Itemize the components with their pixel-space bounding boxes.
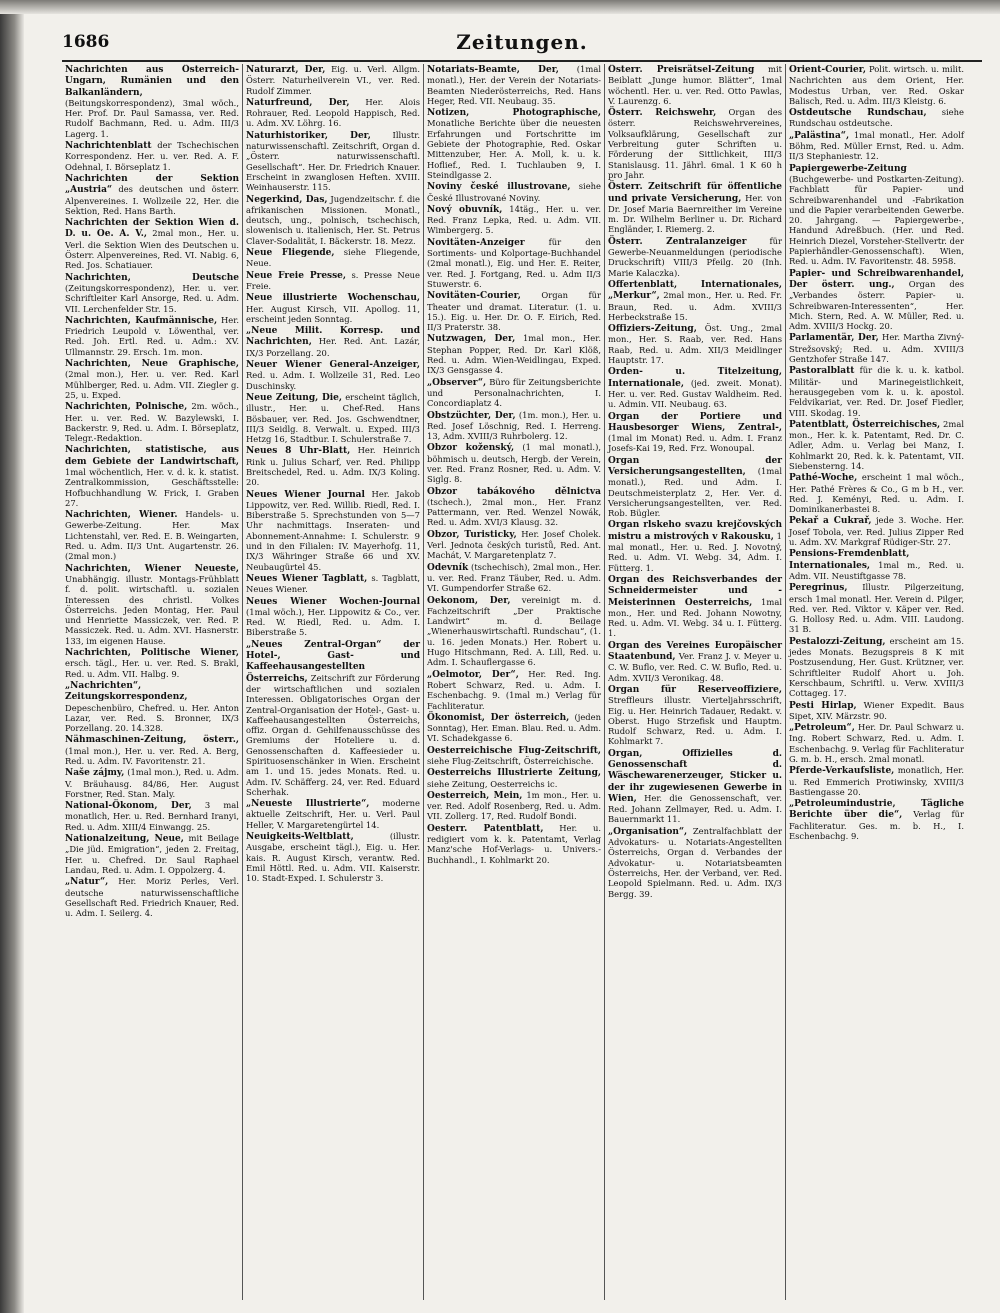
entry-text: (1mal monatl.), Her. der Verein der Notariats-Beamten Niederösterreichs, Red. Hans Heger, Red. VII. Neubaug. 35. xyxy=(427,64,602,106)
directory-entry xyxy=(65,444,239,508)
entry-heading: Nachrichten, Neue Graphische, xyxy=(65,359,239,370)
directory-entry xyxy=(608,411,782,454)
entry-text: Illustr. Pilgerzeitung, ersch 1mal monatl. Her. Verein d. Pilger, Red. ver. Red. Viktor v. Käper ver. Red. G. Hollosy Red. u. Adm. VIII. Laudong. 31 B. xyxy=(789,582,964,635)
entry-text: Wiener Expedit. Baus Sipet, XIV. Märzstr. 90. xyxy=(789,699,964,721)
entry-text: erscheint 1 mal wöch., Her. Pathé Frères & Co., G m b H., ver. Red. J. Keményi, Red. u. Adm. I. Dominikanerbastei 8. xyxy=(789,472,964,515)
directory-entry xyxy=(246,194,420,246)
entry-text: Jugendzeitschr. f. die afrikanischen Missionen. Monatl., deutsch, ung., polnisch, tschechisch, slowenisch u. italienisch, Her. St. Petrus Claver-Sodalität, I. Bäckerstr. 18. Mezz. xyxy=(246,193,420,246)
directory-entry xyxy=(789,472,964,514)
directory-entry xyxy=(427,562,601,594)
entry-text: 1mal mon., Her. Stephan Popper, Red. Dr. Karl Klöß, Red. u. Adm. Wien-Weidlingau, Exped. IX/3 Gensgasse 4. xyxy=(427,333,602,376)
directory-entry xyxy=(246,573,420,595)
directory-column xyxy=(786,64,967,1300)
entry-heading: „Natur“, xyxy=(65,877,109,888)
entry-heading: Obzor, Turisticky, xyxy=(427,529,517,540)
directory-entry xyxy=(789,515,964,547)
entry-heading: Organ der Versicherungsangestellten, xyxy=(608,455,782,477)
entry-heading: National-Ökonom, Der, xyxy=(65,801,192,812)
directory-entry xyxy=(65,563,239,646)
entry-heading: Organ rlskeho svazu krejčovských mistru a mistrových v Rakousku, xyxy=(608,520,782,542)
entry-text: Depeschenbüro, Chefred. u. Her. Anton Lazar, ver. Red. S. Bronner, IX/3 Porzellang. 20. 14.328. xyxy=(65,702,239,734)
entry-heading: Pferde-Verkaufsliste, xyxy=(789,766,895,777)
directory-entry xyxy=(246,325,420,358)
entry-heading: Parlamentär, Der, xyxy=(789,333,879,344)
directory-entry xyxy=(789,64,964,106)
entry-heading: Organ der Portiere und Hausbesorger Wiens, Zentral-, xyxy=(608,411,782,433)
directory-entry xyxy=(246,359,420,391)
entry-text: 2mal mon., Her. u. Red. Fr. Braun, Red. u. Adm. XVIII/3 Herbeckstraße 15. xyxy=(608,290,782,322)
header-rule xyxy=(62,60,982,62)
entry-heading: Neues Wiener Journal xyxy=(246,489,365,500)
directory-entry xyxy=(427,529,601,561)
entry-heading: Organ des Vereines Europäischer Staatenbund, xyxy=(608,640,782,663)
entry-text: Her. Friedrich Leupold v. Löwenthal, ver. Red. Joh. Ertl. Red. u. Adm.: XV. Ullmannstr. 29. Ersch. 1m. mon. xyxy=(65,314,240,357)
entry-heading: Obzor koženský, xyxy=(427,443,515,454)
directory-entry xyxy=(246,247,420,269)
entry-heading: Pekař a Cukrař, xyxy=(789,516,872,527)
directory-entry xyxy=(246,831,420,883)
entry-heading: Oesterreich, Mein, xyxy=(427,790,523,801)
directory-entry xyxy=(427,745,601,767)
directory-entry xyxy=(65,173,239,216)
entry-heading: Ökonomist, Der österreich, xyxy=(427,712,570,723)
entry-heading: Neues 8 Uhr-Blatt, xyxy=(246,446,351,457)
entry-text: 2mal mon., Her. k. k. Patentamt, Red. Dr. C. Adler, Adm. u. Verlag bei Manz, I. Kohlmarkt 20, Red. k. k. Patentamt, VII. Siebensterng. 14. xyxy=(789,418,964,471)
entry-text: monatlich, Her. u. Red Emmerich Protiwinsky, XVIII/3 Bastiengasse 20. xyxy=(789,765,964,797)
directory-column xyxy=(62,64,243,1300)
entry-heading: Naturfreund, Der, xyxy=(246,97,350,108)
entry-heading: Neues Wiener Tagblatt, xyxy=(246,573,368,584)
directory-entry xyxy=(427,333,601,375)
entry-heading: Nachrichten der Sektion Wien d. D. u. Oe. A. V., xyxy=(65,218,239,240)
entry-heading: Nachrichten, statistische, aus dem Gebiete der Landwirtschaft, xyxy=(65,445,239,467)
entry-text: (1mal mon.), Her. u. ver. Red. A. Berg, Red. u. Adm. IV. Favoritenstr. 21. xyxy=(65,745,239,766)
directory-entry xyxy=(246,292,420,324)
directory-entry xyxy=(608,107,782,180)
directory-entry xyxy=(65,64,239,139)
directory-entry xyxy=(608,574,782,639)
entry-heading: Oesterreichische Flug-Zeitschrift, xyxy=(427,745,601,756)
directory-entry xyxy=(608,181,782,234)
entry-heading: Ostdeutsche Rundschau, xyxy=(789,108,927,119)
entry-text: Unabhängig. illustr. Montags-Frühblatt f. d. polit. wirtschaftl. u. sozialen Interessen des christl. Volkes Österreichs. Jeden Montag, Her. Paul und Henriette Massiczek, ver. Red. P. Massiczek. Red. u. Adm. XVI. Hasnerstr. 133, im eigenen Hause. xyxy=(65,573,239,646)
entry-text: siehe České Illustrované Noviny. xyxy=(427,181,601,203)
entry-text: Her. Moriz Perles, Verl. deutsche naturwissenschaftliche Gesellschaft Red. Friedrich Knauer, Red. u. Adm. I. Seilerg. 4. xyxy=(65,876,239,919)
entry-text: Zeitschrift zur Förderung der wirtschaftlichen und sozialen Interessen. Obligatorisches Organ der Zentral-Organisation der Hotel-, Gast- u. Kaffeehausangestellten Österreichs, offiz. Organ d. Gehilfenausschüsse des Gremiums der Hoteliere u. d. Genossenschaften d. Kaffeesieder u. Spirituosenschänker in Wien. Erscheint am 1. und 15. jedes Monats. Red. u. Adm. IV. Schäfferg. 24, ver. Red. Eduard Scherhak. xyxy=(246,672,420,797)
entry-text: (jed. zweit. Monat). Her. u. ver. Red. Gustav Waldheim. Red. u. Admin. VII. Neubaug. 63. xyxy=(608,377,782,410)
entry-text: moderne aktuelle Zeitschrift, Her. u. Verl. Paul Heller, V. Margaretengürtel 14. xyxy=(246,798,420,830)
directory-entry xyxy=(246,445,420,487)
directory-entry xyxy=(65,800,239,832)
entry-heading: Österr. Zeitschrift für öffentliche und private Versicherung, xyxy=(608,182,782,204)
entry-text: Her. Red. Ing. Robert Schwarz, Red. u. Adm. I. Eschenbachg. 9. (1mal m.) Verlag für Fachliteratur. xyxy=(427,668,601,711)
directory-entry xyxy=(427,204,601,236)
directory-entry xyxy=(608,236,782,278)
entry-text: 1mal wöchentlich, Her. v. d. k. k. statist. Zentralkommission, Geschäftsstelle: Hofbuchhandlung W. Frick, I. Graben 27. xyxy=(65,466,239,508)
entry-text: Her. August Kirsch, VII. Apollog. 11, erscheint jeden Sonntag. xyxy=(246,303,420,324)
entry-text: Her. u. redigiert vom k. k. Patentamt, Verlag Manz'sche Hof-Verlags- u. Univers.-Buchhandl., I. Kohlmarkt 20. xyxy=(427,822,601,865)
entry-text: Her. von Dr. Josef Maria Baernreither im Vereine m. Dr. Wilhelm Berliner u. Dr. Richard Engländer, I. Riemerg. 2. xyxy=(608,192,782,235)
directory-entry xyxy=(427,823,601,865)
entry-text: vereinigt m. d. Fachzeitschrift „Der Praktische Landwirt“ m. d. Beilage „Wienerhauswirtschaftl. Rundschau“, (1. u. 16. jeden Monats.) Her. Robert u. Hugo Hitschmann, Red. A. Lill, Red. u. Adm. I. Schauflergasse 6. xyxy=(427,594,601,668)
entry-text: Büro für Zeitungsberichte und Personalnachrichten, I. Concordiaplatz 4. xyxy=(427,376,601,409)
directory-column xyxy=(605,64,786,1300)
directory-column xyxy=(424,64,605,1300)
directory-entry xyxy=(427,442,601,484)
entry-heading: Neue Freie Presse, xyxy=(246,270,347,281)
page-number: 1686 xyxy=(62,32,110,52)
entry-heading: Nachrichten, Politische Wiener, xyxy=(65,648,239,659)
directory-entry xyxy=(608,640,782,683)
entry-text: Her. Jakob Lippowitz, ver. Red. Willib. Riedl, Red. I. Biberstraße 5. Sprechstunden von 5—7 Uhr nachmittags. Inseraten- und Abonnement-Annahme: I. Schulerstr. 9 und in den Filialen: IV. Mayerhofg. 11, IX/3 Währinger Straße 66 und XV. Neubaugürtel 45. xyxy=(246,488,420,572)
directory-entry xyxy=(789,798,964,841)
entry-text: 1mal monatl., Her. Adolf Böhm, Red. Müller Ernst, Red. u. Adm. II/3 Stephaniestr. 12. xyxy=(789,129,964,162)
directory-entry xyxy=(789,700,964,722)
entry-text: erscheint täglich, illustr., Her. u. Chef-Red. Hans Bösbauer, ver. Red. Jos. Gschwendtner, III/3 Seidlg. 8. Verwalt. u. Exped. III/3 Hetzg 16, Stadtbur. I. Schulerstraße 7. xyxy=(246,391,420,445)
directory-entry xyxy=(65,734,239,766)
directory-entry xyxy=(427,107,601,180)
directory-entry xyxy=(65,767,239,799)
directory-entry xyxy=(246,798,420,830)
entry-heading: Nový obuvník, xyxy=(427,204,503,215)
directory-entry xyxy=(427,486,601,528)
entry-text: Illustr. naturwissenschaftl. Zeitschrift, Organ d. „Österr. naturwissenschaftl. Gesellschaft“. Her. Dr. Friedrich Knauer. Erscheint in zwanglosen Heften. XVIII. Weinhauserstr. 115. xyxy=(246,129,420,193)
directory-entry xyxy=(246,64,420,96)
entry-text: (1mal im Monat) Red. u. Adm. I. Franz Josefs-Kai 19, Red. Frz. Wonoupal. xyxy=(608,433,782,454)
entry-text: Polit. wirtsch. u. milit. Nachrichten aus dem Orient, Her. Modestus Urban, ver. Red. Oskar Balisch, Red. u. Adm. III/3 Kleistg. 6. xyxy=(789,64,964,106)
entry-heading: Pathé-Woche, xyxy=(789,473,858,484)
page-title: Zeitungen. xyxy=(456,30,588,54)
entry-heading: Papier- und Schreibwarenhandel, Der österr. ung., xyxy=(789,268,964,290)
directory-entry xyxy=(789,765,964,797)
entry-heading: Organ, Offizielles d. Genossenschaft d. Wäschewarenerzeuger, Sticker u. der ihr zugewiesenen Gewerbe in Wien, xyxy=(608,748,782,804)
directory-entry xyxy=(427,767,601,789)
directory-entry xyxy=(608,519,782,572)
directory-entry xyxy=(789,130,964,162)
entry-text: (1mal wöch.), Her. Lippowitz & Co., ver. Red. W. Riedl, Red. u. Adm. I. Biberstraße 5. xyxy=(246,606,420,638)
entry-text: Eig. u. Verl. Allgm. Österr. Naturheilverein VI., ver. Red. Rudolf Zimmer. xyxy=(246,64,421,96)
entry-heading: „Neues Zentral-Organ“ der Hotel-, Gast- und Kaffeehausangestellten Österreichs, xyxy=(246,639,420,684)
entry-text: für die k. u. k. katbol. Militär- und Marinegeistlichkeit, herausgegeben vom k. u. k. apostol. Feldvikariat, ver. Red. Dr. Josef Fiedler, VIII. Skodag. 19. xyxy=(789,365,964,418)
entry-heading: „Oelmotor, Der“, xyxy=(427,669,519,680)
directory-entry xyxy=(427,669,601,711)
entry-text: jede 3. Woche. Her. Josef Tobola, ver. Red. Julius Zipper Red u. Adm. XV. Markgraf Rüdiger-Str. 27. xyxy=(789,515,964,548)
entry-heading: „Petroleum“, xyxy=(789,723,855,734)
entry-heading: Neues Wiener Wochen-Journal xyxy=(246,596,420,607)
entry-text: (1 mal monatl.), böhmisch u. deutsch, Hergb. der Verein, ver. Red. Franz Rosner, Red. u. Adm. V. Siglg. 8. xyxy=(427,442,601,485)
directory-entry xyxy=(608,366,782,409)
entry-text: Her. Heinrich Rink u. Julius Scharf, ver. Red. Philipp Breitschedel, Red. u. Adm. IX/3 Koling. 20. xyxy=(246,445,420,488)
directory-entry xyxy=(246,596,420,638)
entry-heading: Nationalzeitung, Neue, xyxy=(65,834,184,845)
entry-text: Verlag für Fachliteratur. Ges. m. b. H., I. Eschenbachg. 9. xyxy=(789,809,964,842)
entry-heading: Oekonom, Der, xyxy=(427,595,511,606)
entry-text: siehe Zeitung, Oesterreichs ic. xyxy=(427,778,558,789)
entry-heading: Pastoralblatt xyxy=(789,366,855,377)
entry-text: erscheint am 15. jedes Monats. Bezugspreis 8 K mit Postzusendung, Her. Gust. Krützner, ver. Schriftleiter Rudolf Ahort u. Joh. Kerschbaum, Schriftl. u. Verw. XVIII/3 Cottageg. 17. xyxy=(789,635,964,699)
entry-heading: Nachrichten, Deutsche xyxy=(65,272,239,283)
directory-entry xyxy=(427,237,601,289)
entry-text: (1mal mon.), Red. u. Adm. V. Bräuhausg. 84/86, Her. August Forstner, Red. Stan. Maly. xyxy=(65,767,239,799)
entry-heading: Oesterreichs Illustrierte Zeitung, xyxy=(427,768,601,779)
entry-text: Her. Alois Rohrauer, Red. Leopold Happisch, Red. u. Adm. XV. Löhrg. 16. xyxy=(246,96,420,129)
directory-entry xyxy=(427,64,601,106)
entry-text: Organ des „Verbandes österr. Papier- u. Schreibwaren-Interessenten“, Her. Mich. Stern, Red. A. W. Müller, Red. u. Adm. XVIII/3 Hockg. 20. xyxy=(789,278,964,332)
entry-text: (1mal monatl.), Red. und Adm. I. Deutschmeisterplatz 2, Her. Ver. d. Versicherungsangestellten, ver. Red. Rob. Bügler. xyxy=(608,465,782,519)
entry-heading: Obstzüchter, Der, xyxy=(427,410,516,421)
directory-entry xyxy=(65,509,239,561)
entry-heading: Nähmaschinen-Zeitung, österr., xyxy=(65,735,239,746)
directory-entry xyxy=(789,636,964,699)
directory-entry xyxy=(608,279,782,322)
entry-text: (Zeitungskorrespondenz), Her. u. ver. Schriftleiter Karl Ansorge, Red. u. Adm. VII. Lerchenfelder Str. 15. xyxy=(65,282,239,314)
entry-text: s. Presse Neue Freie. xyxy=(246,269,420,291)
page-edge-shadow xyxy=(0,0,24,1313)
entry-heading: Patentblatt, Österreichisches, xyxy=(789,419,941,430)
entry-text: Organ für Theater und dramat. Literatur. (1. u. 15.). Eig. u. Her. Dr. O. F. Eirich, Red. II/3 Praterstr. 38. xyxy=(427,290,601,333)
entry-heading: Neue Zeitung, Die, xyxy=(246,392,343,403)
entry-heading: Notizen, Photographische, xyxy=(427,108,601,119)
directory-entry xyxy=(427,712,601,744)
directory-entry xyxy=(65,217,239,270)
directory-entry xyxy=(246,639,420,797)
entry-heading: Oesterr. Patentblatt, xyxy=(427,823,544,834)
entry-heading: Naturarzt, Der, xyxy=(246,65,326,75)
entry-text: (illustr. Ausgabe, erscheint tägl.), Eig. u. Her. kais. R. August Kirsch, verantw. Red. Emil Höttl. Red. u. Adm. VII. Kaiserstr. 10. Stadt-Exped. I. Schulerstr 3. xyxy=(246,831,420,884)
entry-heading: Nachrichten, Kaufmännische, xyxy=(65,315,218,326)
entry-heading: Papiergewerbe-Zeitung xyxy=(789,163,907,174)
entry-text: Öst. Ung., 2mal mon., Her. S. Raab, ver. Red. Hans Raab, Red. u. Adm. XII/3 Meidlinger Hauptstr. 17. xyxy=(608,323,782,366)
entry-heading: Obzor tabákového dělnictva xyxy=(427,486,601,497)
entry-text: Her. Dr. Paul Schwarz u. Ing. Robert Schwarz, Red. u. Adm. I. Eschenbachg. 9. Verlag für Fachliteratur G. m. b. H., ersch. 2mal monatl. xyxy=(789,722,964,764)
directory-entry xyxy=(246,489,420,572)
directory-entry xyxy=(246,392,420,444)
directory-entry xyxy=(789,419,964,471)
entry-text: Organ des österr. Reichswehrvereines, Volksaufklärung, Gesellschaft zur Verbreitung guter Schriften u. Förderung der Sittlichkeit, III/3 Stanislausg. 11. Jährl. 6mal. 1 K 60 h pro Jahr. xyxy=(608,107,783,180)
entry-text: Monatliche Berichte über die neuesten Erfahrungen und Fortschritte im Gebiete der Photographie, Red. Oskar Mittenzuber, Her. A. Moll, k. u. k. Hoflief., Red. I. Tuchlauben 9, I. Steindlgasse 2. xyxy=(427,118,601,180)
entry-heading: „Neue Milit. Korresp. und Nachrichten, xyxy=(246,326,420,348)
entry-heading: „Palästina“, xyxy=(789,130,850,141)
entry-text: mit Beilage „Die jüd. Emigration“, jeden 2. Freitag, Her. u. Chefred. Dr. Saul Raphael Landau, Red. u. Adm. I. Oppolzerg. 4. xyxy=(65,833,239,875)
entry-heading: Odevník xyxy=(427,562,469,573)
entry-heading: Neuigkeits-Weltblatt, xyxy=(246,832,354,843)
entry-heading: Nachrichten aus Österreich-Ungarn, Rumänien und den Balkanländern, xyxy=(65,65,239,98)
directory-entry xyxy=(427,377,601,409)
directory-entry xyxy=(427,410,601,442)
entry-heading: Peregrinus, xyxy=(789,583,848,594)
entry-heading: „Organisation“, xyxy=(608,826,688,837)
entry-heading: Negerkind, Das, xyxy=(246,194,328,205)
directory-entry xyxy=(608,455,782,519)
entry-text: (tschechisch), 2mal mon., Her. u. ver. Red. Franz Täuber, Red. u. Adm. VI. Gumpendorfer Straße 62. xyxy=(427,561,601,594)
entry-text: Her. Martha Zivný-Strežsovský; Red. u. Adm. XVIII/3 Gentzhofer Straße 147. xyxy=(789,332,964,365)
directory-entry xyxy=(246,270,420,292)
entry-text: (tschech.), 2mal mon., Her. Franz Pattermann, ver. Red. Wenzel Nowák, Red. u. Adm. XVI/3 Klausg. 32. xyxy=(427,496,601,528)
entry-heading: Organ des Reichsverbandes der Schneidermeister und -Meisterinnen Oesterreichs, xyxy=(608,574,782,608)
entry-heading: Naše zájmy, xyxy=(65,768,125,779)
entry-heading: Neue illustrierte Wochenschau, xyxy=(246,293,420,304)
entry-text: 1m mon., Her. u. ver. Red. Adolf Rosenberg, Red. u. Adm. VII. Zollerg. 17, Red. Rudolf Bondi. xyxy=(427,789,601,822)
directory-entry xyxy=(789,548,964,581)
entry-text: s. Tagblatt, Neues Wiener. xyxy=(246,572,420,595)
entry-text: siehe Fliegende, Neue. xyxy=(246,247,420,269)
entry-heading: Nachrichten, Polnische, xyxy=(65,402,188,413)
entry-text: Her. Red. Ant. Lazár, IX/3 Porzellang. 20. xyxy=(246,336,420,358)
directory-entry xyxy=(65,401,239,443)
directory-entry xyxy=(65,272,239,314)
entry-heading: „Nachrichten“, Zeitungskorrespondenz, xyxy=(65,680,188,703)
entry-text: siehe Rundschau ostdeutsche. xyxy=(789,107,964,129)
directory-entry xyxy=(608,748,782,825)
entry-heading: Pesti Hirlap, xyxy=(789,700,857,711)
page-header xyxy=(62,30,982,58)
directory-entry xyxy=(65,680,239,733)
entry-text: Zentralfachblatt der Advokaturs- u. Notariats-Angestellten Österreichs, Organ d. Verbandes der Advokatur- u. Notariatsbeamten Österreichs, Her. der Verband, ver. Red. Leopold Spielmann. Red. u. Adm. IX/3 Bergg. 39. xyxy=(608,825,782,899)
directory-entry xyxy=(427,290,601,332)
directory-columns xyxy=(62,64,984,1300)
entry-heading: Nutzwagen, Der, xyxy=(427,334,516,345)
directory-entry xyxy=(789,107,964,129)
directory-entry xyxy=(65,315,239,357)
directory-entry xyxy=(789,365,964,417)
entry-text: 3 mal monatlich, Her. u. Red. Bernhard Iranyi, Red. u. Adm. XIII/4 Einwangg. 25. xyxy=(65,800,239,832)
directory-entry xyxy=(608,684,782,747)
entry-text: Her. die Genossenschaft, ver. Red. Johann Zellmayer, Red. u. Adm. I. Bauernmarkt 11. xyxy=(608,792,782,825)
directory-entry xyxy=(608,826,782,899)
entry-heading: Pestalozzi-Zeitung, xyxy=(789,636,886,647)
directory-entry xyxy=(789,332,964,364)
directory-entry xyxy=(789,163,964,267)
entry-text: ersch. tägl., Her. u. ver. Red. S. Brakl, Red. u. Adm. VII. Halbg. 9. xyxy=(65,658,239,679)
entry-heading: Orient-Courier, xyxy=(789,65,866,75)
directory-entry xyxy=(65,647,239,679)
entry-text: Ver. Franz J. v. Meyer u. C. W. Buflo, ver. Red. C. W. Buflo, Red. u. Adm. XVII/3 Veronikag. 48. xyxy=(608,651,782,683)
directory-entry xyxy=(427,790,601,822)
entry-heading: Pensions-Fremdenblatt, Internationales, xyxy=(789,549,910,571)
entry-text: Streffleurs illustr. Vierteljahrsschrift, Eig. u. Her. Heinrich Tadauer, Redakt. v. Oberst. Hugo Strzefisk und Hauptm. Rudolf Schwarz, Red. u. Adm. I. Kohlmarkt 7. xyxy=(608,695,782,747)
entry-heading: Neuer Wiener General-Anzeiger, xyxy=(246,360,420,371)
entry-heading: Naturhistoriker, Der, xyxy=(246,130,371,141)
entry-text: Handels- u. Gewerbe-Zeitung. Her. Max Lichtenstahl, ver. Red. E. B. Weingarten, Red. u. Adm. II/3 Unt. Augartenstr. 26. (2mal mon.) xyxy=(65,509,239,562)
entry-heading: Österr. Zentralanzeiger xyxy=(608,236,747,247)
entry-heading: „Petroleumindustrie, Tägliche Berichte über die“, xyxy=(789,799,964,821)
entry-text: Her. Josef Cholek. Verl. Jednota českých turistů, Red. Ant. Machát, V. Margaretenplatz 7. xyxy=(427,528,601,561)
directory-entry xyxy=(65,876,239,918)
entry-text: (1m. mon.), Her. u. Red. Josef Löschnig, Red. I. Herreng. 13, Adm. XVIII/3 Ruhrbolerg. 12. xyxy=(427,409,601,442)
entry-text: der Tschechischen Korrespondenz. Her. u. ver. Red. A. F. Odehnal, I. Börseplatz 1. xyxy=(65,140,239,172)
entry-text: siehe Flug-Zeitschrift, Österreichische. xyxy=(427,756,594,766)
entry-heading: Neue Fliegende, xyxy=(246,248,335,259)
directory-entry xyxy=(789,268,964,332)
entry-heading: Orden- u. Titelzeitung, Internationale, xyxy=(608,367,782,389)
entry-heading: Notariats-Beamte, Der, xyxy=(427,65,559,75)
entry-text: (jeden Sonntag), Her. Eman. Blau. Red. u. Adm. VI. Schadekgasse 6. xyxy=(427,711,601,744)
entry-heading: „Observer“, xyxy=(427,377,487,388)
entry-heading: Noviny české illustrovane, xyxy=(427,182,571,193)
entry-text: 1mal m., Red. u. Adm. VII. Neustiftgasse 78. xyxy=(789,559,964,581)
entry-heading: Offertenblatt, Internationales, „Merkur“, xyxy=(608,279,782,302)
directory-entry xyxy=(608,323,782,365)
entry-text: für Gewerbe-Neuanmeldungen (periodische Druckschrift) VIII/3 Pfeilg. 20 (Inh. Marie Kalaczka). xyxy=(608,235,782,278)
entry-heading: Novitäten-Anzeiger xyxy=(427,237,525,248)
entry-heading: „Neueste Illustrierte“, xyxy=(246,799,370,810)
directory-entry xyxy=(246,97,420,129)
entry-text: (Beitungskorrespondenz), 3mal wöch., Her. Prof. Dr. Paul Samassa, ver. Red. Rudolf Bachmann, Red. u. Adm. III/3 Lagerg. 1. xyxy=(65,97,239,139)
entry-text: Red. u. Adm. I. Wollzeile 31, Red. Leo Duschinsky. xyxy=(246,370,420,391)
entry-heading: Nachrichtenblatt xyxy=(65,141,152,152)
entry-text: des deutschen und österr. Alpenvereines. I. Wollzeile 22, Her. die Sektion, Red. Hans Barth. xyxy=(65,184,239,216)
directory-entry xyxy=(65,140,239,172)
entry-text: für den Sortiments- und Kolportage-Buchhandel (2mal monatl.), Eig. und Her. E. Reiter, ver. Red. J. Fortgang, Red. u. Adm II/3 Stuwerstr. 6. xyxy=(427,236,601,289)
directory-entry xyxy=(427,595,601,668)
directory-entry xyxy=(65,358,239,400)
entry-text: 1 mal monatl., Her. u. Red. J. Novotný, Red. u. Adm. VI. Webg. 34, Adm. I. Fütterg. 1. xyxy=(608,530,782,573)
page-top-shadow xyxy=(0,0,1000,14)
entry-heading: Österr. Preisrätsel-Zeitung xyxy=(608,65,755,75)
directory-entry xyxy=(427,181,601,203)
directory-entry xyxy=(789,582,964,634)
directory-entry xyxy=(608,64,782,106)
entry-text: 1mal mon., Her. und Red. Johann Nowotny, Red. u. Adm. VI. Webg. 34 u. I. Fütterg. 1. xyxy=(608,596,782,639)
entry-heading: Nachrichten der Sektion „Austria“ xyxy=(65,173,239,196)
entry-text: mit Beiblatt „Junge humor. Blätter“, 1mal wöchentl. Her. u. ver. Red. Otto Pawlas, V. Laurenzg. 6. xyxy=(608,64,782,106)
entry-heading: Nachrichten, Wiener. xyxy=(65,510,178,521)
directory-entry xyxy=(789,722,964,764)
entry-heading: Nachrichten, Wiener Neueste, xyxy=(65,563,239,574)
entry-heading: Novitäten-Courier, xyxy=(427,291,521,302)
directory-entry xyxy=(65,833,239,875)
entry-text: 2m. wöch., Her. u. ver. Red. W. Bazylewski, I. Backerstr. 9, Red. u. Adm. I. Börseplatz, Telegr.-Redaktion. xyxy=(65,401,239,444)
entry-heading: Offiziers-Zeitung, xyxy=(608,324,697,335)
entry-heading: Österr. Reichswehr, xyxy=(608,108,717,119)
entry-text: (2mal mon.), Her. u. ver. Red. Karl Mühlberger, Red. u. Adm. VII. Ziegler g. 25, u. Exped. xyxy=(65,369,239,400)
directory-entry xyxy=(246,130,420,193)
entry-text: 2mal mon., Her. u. Verl. die Sektion Wien des Deutschen u. Österr. Alpenvereines, Red. VI. Nabig. 6, Red. Jos. Schatiauer. xyxy=(65,228,239,271)
entry-text: 14täg., Her. u. ver. Red. Franz Lepka, Red. u. Adm. VII. Wimbergerg. 5. xyxy=(427,203,602,236)
entry-heading: Organ für Reserveoffiziere, xyxy=(608,684,782,695)
directory-column xyxy=(243,64,424,1300)
entry-text: (Buchgewerbe- und Postkarten-Zeitung). Fachblatt für Papier- und Schreibwarenhandel und -Fabrikation und die Papier verarbeitenden Gewerbe. 20. Jahrgang. — Papiergewerbe-, Handund Adreßbuch. (Her. und Red. Heinrich Diezel, Vorsteher-Stellvertr. der Papierhändler-Genossenschaft). Wien, Red. u. Adm. IV. Favoritenstr. 48. 5958. xyxy=(789,173,964,267)
